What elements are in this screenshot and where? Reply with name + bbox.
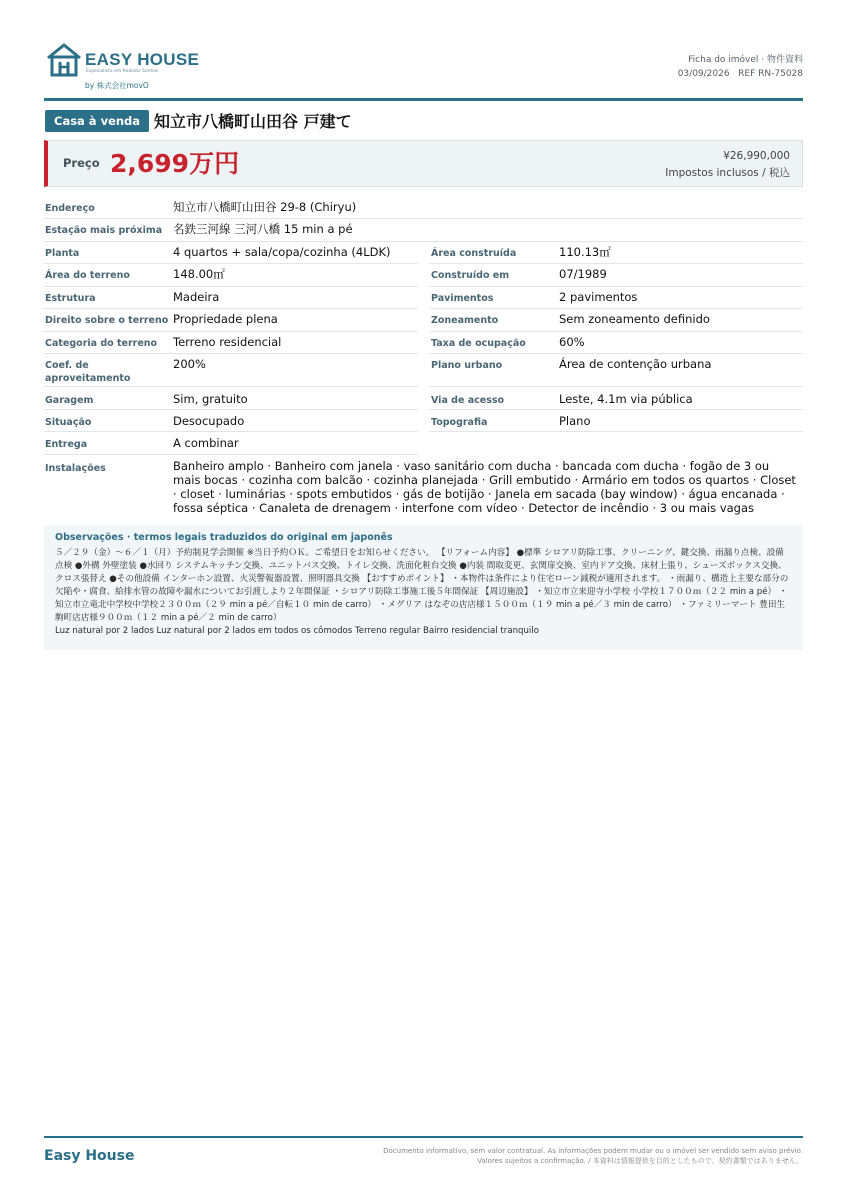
detail-row-built-in bbox=[429, 264, 803, 287]
detail-row-parking bbox=[44, 387, 418, 410]
price-label: Preço bbox=[63, 156, 100, 170]
detail-value: 4 quartos + sala/copa/cozinha (4LDK) bbox=[173, 245, 391, 259]
detail-label: Via de acesso bbox=[431, 395, 505, 406]
detail-label: Pavimentos bbox=[431, 293, 494, 304]
detail-label: Instalações bbox=[45, 463, 106, 474]
price-value: 2,699万円 bbox=[110, 149, 240, 178]
document-label: Ficha do imóvel · 物件資料 bbox=[688, 55, 803, 65]
price-box bbox=[44, 140, 803, 187]
detail-row-land-area bbox=[44, 264, 418, 287]
detail-value: Propriedade plena bbox=[173, 312, 278, 326]
detail-value: Sim, gratuito bbox=[173, 392, 248, 406]
detail-label: Direito sobre o terreno bbox=[45, 315, 169, 326]
detail-label: Estrutura bbox=[45, 293, 96, 304]
detail-value: 07/1989 bbox=[559, 267, 607, 281]
detail-value: 名鉄三河線 三河八橋 15 min a pé bbox=[173, 222, 353, 236]
footer-divider bbox=[44, 1136, 803, 1138]
detail-value: 知立市八橋町山田谷 29-8 (Chiryu) bbox=[173, 200, 357, 214]
detail-value: Terreno residencial bbox=[173, 335, 282, 349]
detail-label: Construído em bbox=[431, 270, 510, 281]
detail-label: Topografia bbox=[431, 417, 488, 428]
detail-value: 2 pavimentos bbox=[559, 290, 638, 304]
detail-value: 60% bbox=[559, 335, 585, 349]
observations-box bbox=[44, 525, 803, 650]
price-yen: ¥26,990,000 bbox=[723, 150, 790, 162]
detail-row-facilities bbox=[44, 455, 803, 518]
detail-value: Banheiro amplo · Banheiro com janela · vaso sanitário com ducha · bancada com ducha · fogão de 3 ou mais bocas · cozinha com balcão · cozinha planejada · Grill embutido · Armário em todos os quartos · Closet · closet · luminárias · spots embutidos · gás de botijão · Janela em sacada (bay window) · água encanada · fossa séptica · Canaleta de drenagem · interfone com vídeo · Detector de incêndio · 3 ou mais vagas bbox=[173, 459, 796, 515]
detail-label: Endereço bbox=[45, 203, 95, 214]
observations-text: ５／２９（金）～６／１（月）予約制見学会開催 ※当日予約ＯＫ。ご希望日をお知らせください。 【リフォーム内容】 ●標準 シロアリ防除工事、クリーニング、鍵交換、雨漏り点検、設備点検 ●外構 外壁塗装 ●水回り システムキッチン交換、ユニットバス交換、トイレ交換、洗面化粧台交換 ●内装 間取変更、玄関扉交換、室内ドア交換、床材上張り、シューズボックス交換、クロス張替え ●その他設備 インターホン設置、火災警報器設置、照明器具交換 【おすすめポイント】 ・本物件は条件により住宅ローン減税が適用されます。 ・雨漏り、構造上主要な部分の欠陥や・腐食、給排水管の故障や漏水についてお引渡しより２年間保証 ・シロアリ防除工事施工後５年間保証 【周辺施設】 ・知立市立来迎寺小学校 小学校１７００ｍ（２２ min a pé） ・知立市立竜北中学校中学校２３００ｍ（２９ min a pé／自転１０ min de carro） ・メグリア はなぞの店店様１５００ｍ（１９ min a pé／３ min de carro） ・ファミリーマート 豊田生駒町店店様９００ｍ（１２ min a pé／２ min de carro） Luz natural por 2 lados Luz natural por 2 lados em todos os cômodos Terreno regular Bairro residencial tranquilo bbox=[55, 548, 789, 636]
detail-row-urban-plan bbox=[429, 354, 803, 387]
detail-row-built-area bbox=[429, 242, 803, 264]
detail-row-far bbox=[44, 354, 418, 387]
brand-logo bbox=[46, 42, 246, 92]
detail-label: Situação bbox=[45, 417, 92, 428]
detail-label: Coef. de aproveitamento bbox=[45, 360, 131, 384]
detail-label: Área do terreno bbox=[45, 270, 130, 281]
listing-type-badge: Casa à venda bbox=[45, 110, 149, 132]
detail-value: Sem zoneamento definido bbox=[559, 312, 710, 326]
date-reference: 03/09/2026 REF RN-75028 bbox=[677, 69, 803, 79]
brand-tagline: Especialista em Realizar Sonhos bbox=[86, 69, 159, 74]
detail-row-structure bbox=[44, 287, 418, 309]
detail-row-station bbox=[44, 219, 803, 242]
detail-row-layout bbox=[44, 242, 418, 264]
price-tax-note: Impostos inclusos / 税込 bbox=[665, 167, 790, 179]
detail-row-road-access bbox=[429, 387, 803, 410]
document-meta bbox=[678, 53, 803, 81]
detail-value: A combinar bbox=[173, 436, 239, 450]
house-logo-icon bbox=[46, 42, 82, 78]
listing-title: 知立市八橋町山田谷 戸建て bbox=[154, 112, 352, 131]
observations-title: Observações · termos legais traduzidos do original em japonês bbox=[55, 532, 393, 543]
footer-disclaimer: Documento informativo, sem valor contratual. As informações podem mudar ou o imóvel ser vendido sem aviso prévio. Valores sujeitos a confirmação. / 本資料は情報提供を目的としたもので、契約書類ではありません。 bbox=[383, 1147, 803, 1165]
detail-row-delivery bbox=[44, 432, 418, 455]
detail-value: 148.00㎡ bbox=[173, 267, 225, 281]
footer-brand: Easy House bbox=[44, 1148, 135, 1164]
detail-label: Categoria do terreno bbox=[45, 338, 158, 349]
detail-value: Leste, 4.1m via pública bbox=[559, 392, 693, 406]
detail-row-address bbox=[44, 197, 803, 219]
detail-value: Plano bbox=[559, 414, 591, 428]
detail-row-coverage bbox=[429, 332, 803, 354]
detail-label: Taxa de ocupação bbox=[431, 338, 526, 349]
detail-value: Desocupado bbox=[173, 414, 245, 428]
detail-label: Área construída bbox=[431, 248, 517, 259]
detail-label: Planta bbox=[45, 248, 80, 259]
detail-row-land-rights bbox=[44, 309, 418, 332]
detail-value: Madeira bbox=[173, 290, 220, 304]
detail-label: Entrega bbox=[45, 439, 88, 450]
brand-company: by 株式会社movO bbox=[85, 81, 149, 90]
detail-value: 110.13㎡ bbox=[559, 245, 611, 259]
detail-value: 200% bbox=[173, 357, 206, 371]
brand-name: EASY HOUSE bbox=[85, 50, 200, 69]
detail-row-status bbox=[44, 410, 418, 432]
detail-row-topography bbox=[429, 410, 803, 432]
detail-row-zoning bbox=[429, 309, 803, 332]
detail-row-floors bbox=[429, 287, 803, 309]
header-divider bbox=[44, 98, 803, 101]
detail-label: Estação mais próxima bbox=[45, 225, 163, 236]
detail-label: Garagem bbox=[45, 395, 94, 406]
detail-value: Área de contenção urbana bbox=[559, 357, 712, 371]
detail-label: Zoneamento bbox=[431, 315, 499, 326]
detail-row-land-category bbox=[44, 332, 418, 354]
detail-label: Plano urbano bbox=[431, 360, 503, 371]
